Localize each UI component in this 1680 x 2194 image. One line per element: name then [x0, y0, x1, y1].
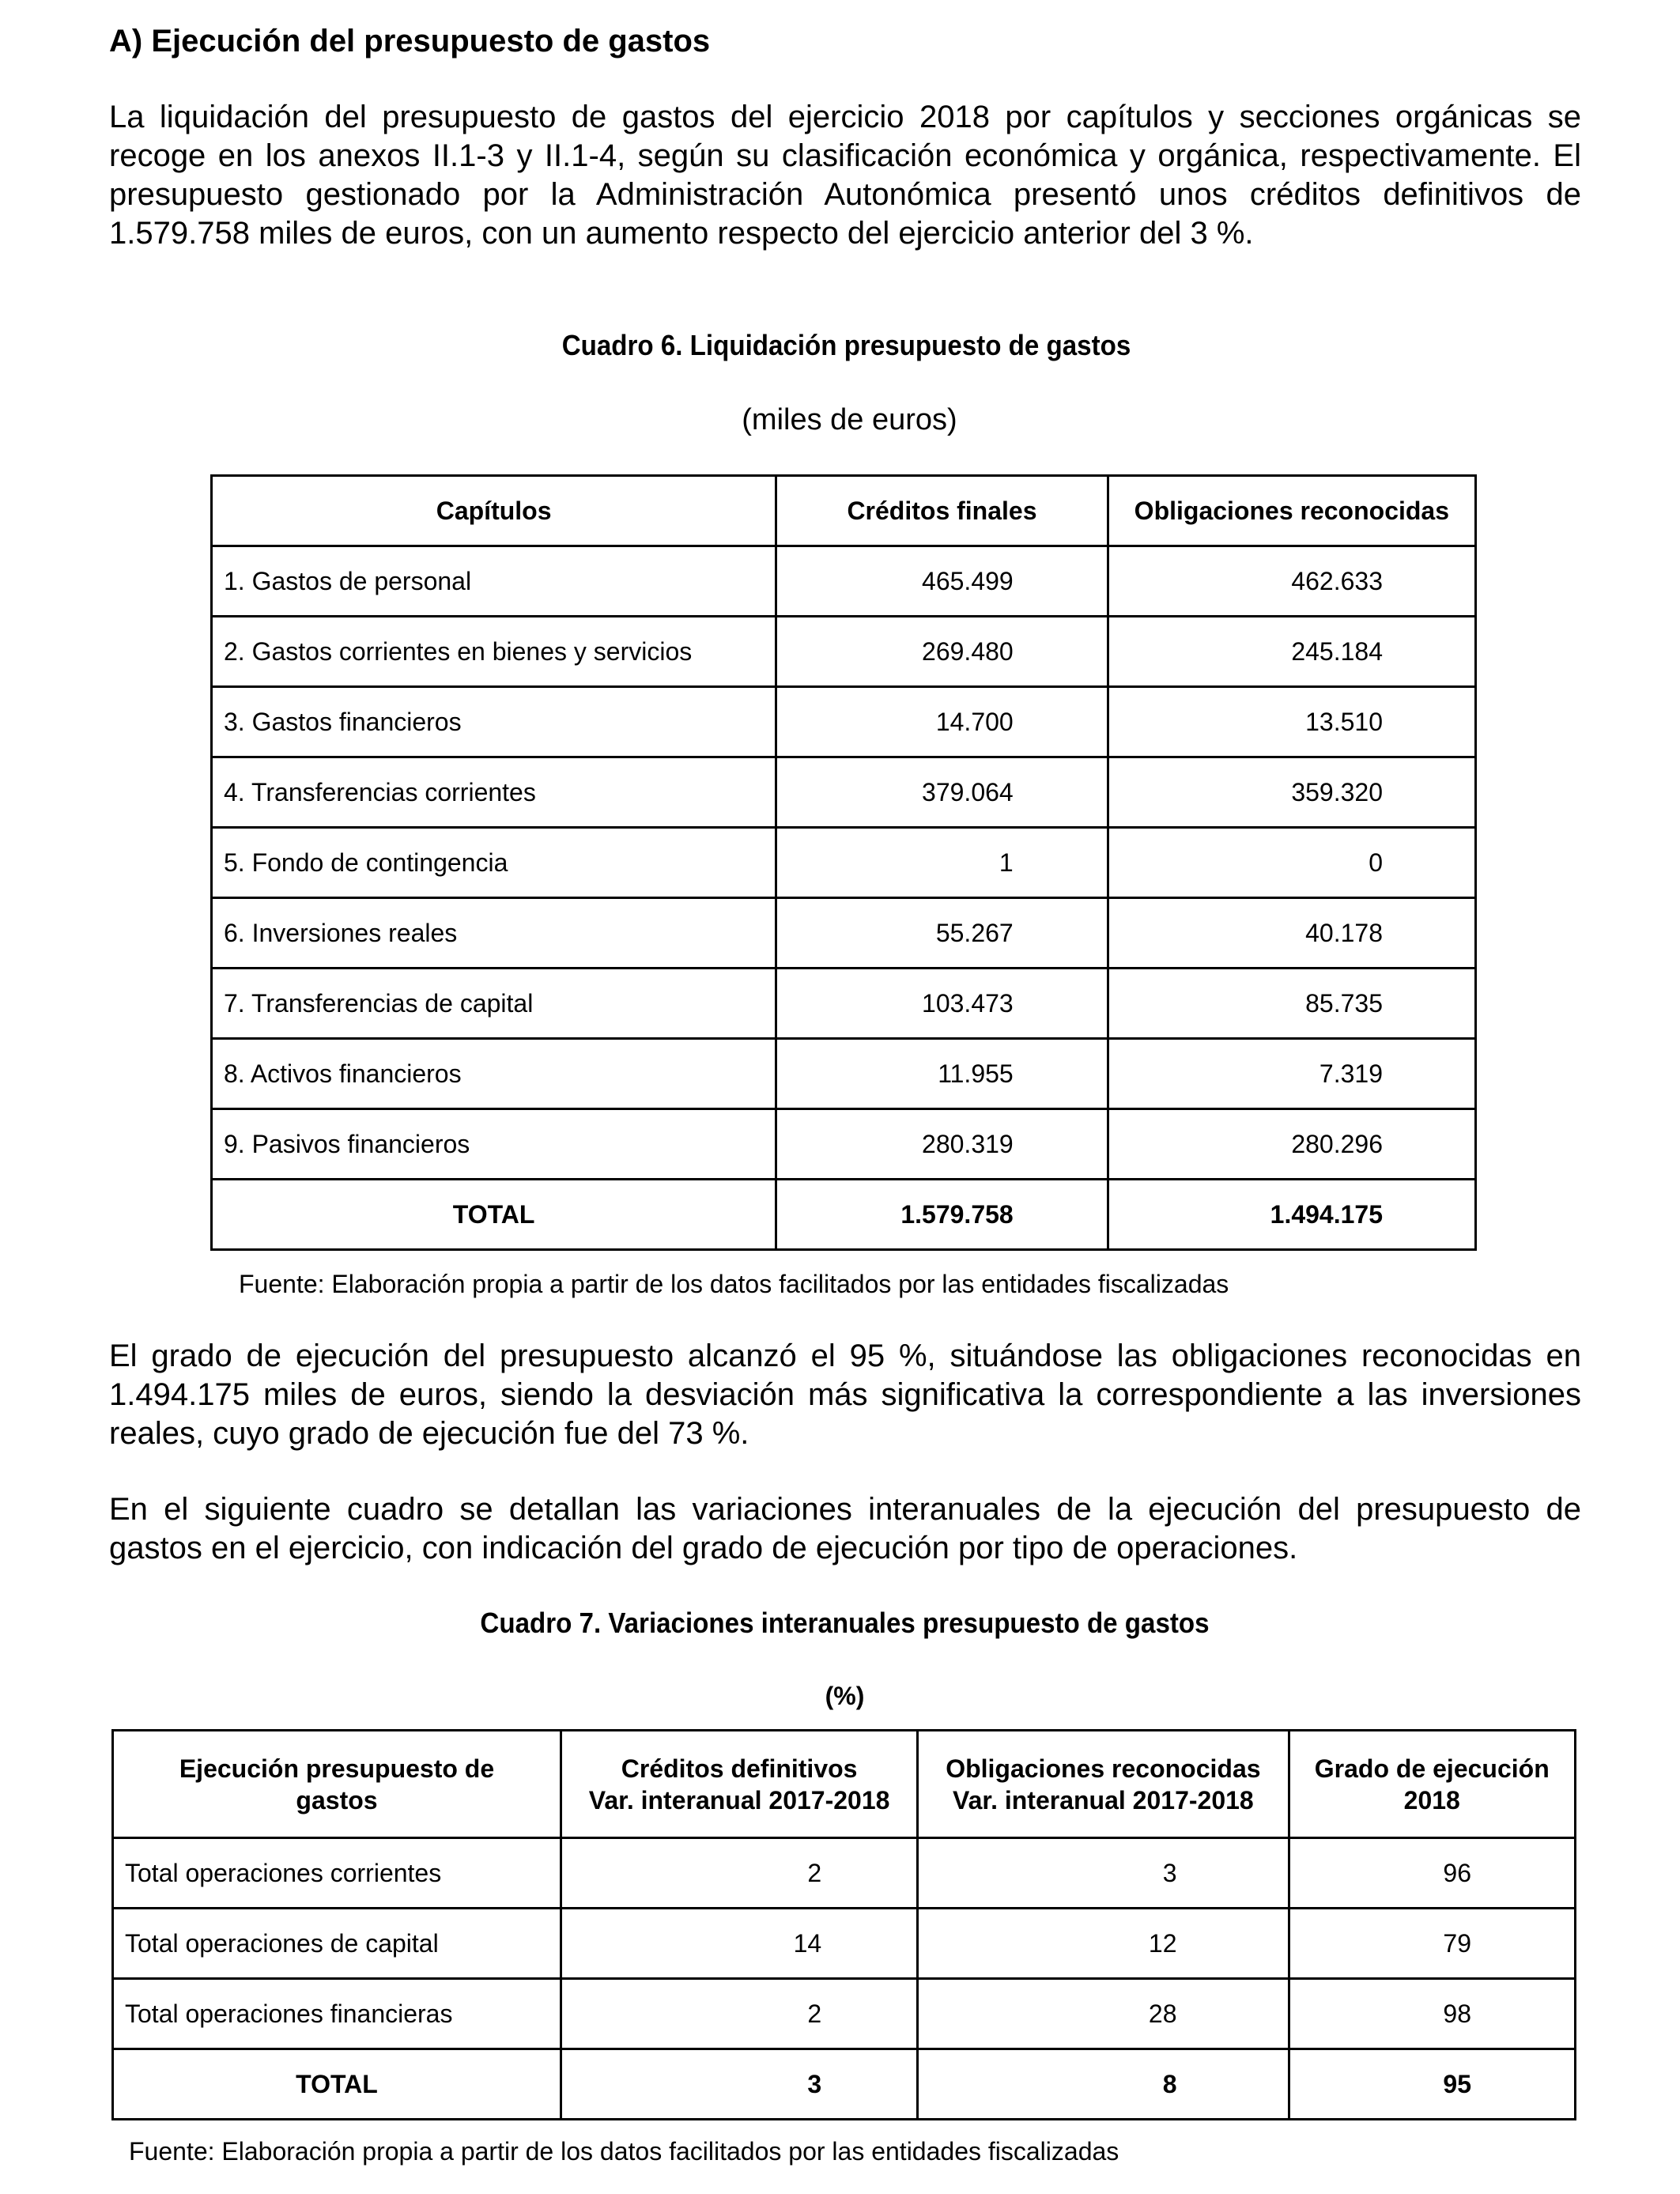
table-row — [212, 546, 1476, 617]
table6-unit: (miles de euros) — [742, 403, 957, 436]
header-line: Var. interanual 2017-2018 — [953, 1785, 1254, 1814]
obligaciones-var: 3 — [918, 1838, 1289, 1909]
header-creditos-definitivos — [561, 1731, 917, 1838]
creditos-var: 14 — [561, 1909, 917, 1979]
row-label: 9. Pasivos financieros — [212, 1109, 776, 1180]
header-line: Créditos definitivos — [621, 1754, 858, 1783]
creditos-value: 465.499 — [776, 546, 1108, 617]
header-line: Grado de ejecución — [1314, 1754, 1550, 1783]
budget-liquidation-table — [210, 474, 1477, 1251]
table7-source: Fuente: Elaboración propia a partir de los datos facilitados por las entidades fiscalizadas — [129, 2137, 1119, 2166]
row-label: 3. Gastos financieros — [212, 687, 776, 757]
variations-paragraph: En el siguiente cuadro se detallan las variaciones interanuales de la ejecución del presupuesto de gastos en el ejercicio, con indicación del grado de ejecución por tipo de operaciones. — [109, 1492, 1581, 1565]
header-grado-ejecucion — [1289, 1731, 1575, 1838]
creditos-value: 103.473 — [776, 969, 1108, 1039]
table-row — [212, 1039, 1476, 1109]
table-header-row — [113, 1731, 1576, 1838]
total-creditos: 1.579.758 — [776, 1180, 1108, 1250]
obligaciones-var: 12 — [918, 1909, 1289, 1979]
header-line: 2018 — [1403, 1785, 1460, 1814]
creditos-value: 55.267 — [776, 898, 1108, 969]
obligaciones-value: 85.735 — [1108, 969, 1475, 1039]
header-creditos-finales: Créditos finales — [776, 476, 1108, 546]
row-label: 7. Transferencias de capital — [212, 969, 776, 1039]
total-row — [212, 1180, 1476, 1250]
obligaciones-value: 7.319 — [1108, 1039, 1475, 1109]
row-label: 5. Fondo de contingencia — [212, 828, 776, 898]
obligaciones-value: 245.184 — [1108, 617, 1475, 687]
table-row — [212, 617, 1476, 687]
table-row — [212, 898, 1476, 969]
row-label: Total operaciones de capital — [113, 1909, 561, 1979]
table7-unit: (%) — [825, 1682, 865, 1710]
table6-title: Cuadro 6. Liquidación presupuesto de gastos — [561, 329, 1131, 361]
grado-ejecucion: 79 — [1289, 1909, 1575, 1979]
grado-ejecucion: 96 — [1289, 1838, 1575, 1909]
header-capitulos: Capítulos — [212, 476, 776, 546]
header-line: Obligaciones reconocidas — [946, 1754, 1261, 1783]
header-line: gastos — [296, 1785, 378, 1814]
total-obligaciones: 1.494.175 — [1108, 1180, 1475, 1250]
section-heading: A) Ejecución del presupuesto de gastos — [109, 24, 711, 59]
row-label: Total operaciones financieras — [113, 1979, 561, 2049]
obligaciones-value: 40.178 — [1108, 898, 1475, 969]
creditos-value: 379.064 — [776, 757, 1108, 828]
table-row — [212, 687, 1476, 757]
creditos-value: 14.700 — [776, 687, 1108, 757]
row-label: 2. Gastos corrientes en bienes y servicios — [212, 617, 776, 687]
total-label: TOTAL — [113, 2049, 561, 2120]
table-header-row — [212, 476, 1476, 546]
creditos-value: 280.319 — [776, 1109, 1108, 1180]
total-obligaciones-var: 8 — [918, 2049, 1289, 2120]
row-label: 8. Activos financieros — [212, 1039, 776, 1109]
obligaciones-var: 28 — [918, 1979, 1289, 2049]
header-ejecucion — [113, 1731, 561, 1838]
table-row — [212, 757, 1476, 828]
header-obligaciones-reconocidas: Obligaciones reconocidas — [1108, 476, 1475, 546]
interannual-variations-table — [111, 1729, 1576, 2120]
creditos-value: 11.955 — [776, 1039, 1108, 1109]
header-line: Var. interanual 2017-2018 — [588, 1785, 890, 1814]
total-label: TOTAL — [212, 1180, 776, 1250]
row-label: 1. Gastos de personal — [212, 546, 776, 617]
header-obligaciones-reconocidas — [918, 1731, 1289, 1838]
total-creditos-var: 3 — [561, 2049, 917, 2120]
obligaciones-value: 462.633 — [1108, 546, 1475, 617]
table-row — [212, 1109, 1476, 1180]
table-row — [212, 828, 1476, 898]
table-row — [113, 1909, 1576, 1979]
creditos-var: 2 — [561, 1838, 917, 1909]
header-line: Ejecución presupuesto de — [179, 1754, 495, 1783]
obligaciones-value: 13.510 — [1108, 687, 1475, 757]
table6-source: Fuente: Elaboración propia a partir de los datos facilitados por las entidades fiscalizadas — [239, 1270, 1229, 1298]
row-label: 6. Inversiones reales — [212, 898, 776, 969]
total-row — [113, 2049, 1576, 2120]
creditos-var: 2 — [561, 1979, 917, 2049]
intro-paragraph: La liquidación del presupuesto de gastos del ejercicio 2018 por capítulos y secciones orgánicas se recoge en los anexos II.1-3 y II.1-4, según su clasificación económica y orgánica, respectivamente. El presupuesto gestionado por la Administración Autonómica presentó unos créditos definitivos de 1.579.758 miles de euros, con un aumento respecto del ejercicio anterior del 3 %. — [109, 100, 1581, 251]
table-row — [212, 969, 1476, 1039]
total-grado-ejecucion: 95 — [1289, 2049, 1575, 2120]
table-row — [113, 1838, 1576, 1909]
creditos-value: 1 — [776, 828, 1108, 898]
table7-title: Cuadro 7. Variaciones interanuales presupuesto de gastos — [480, 1607, 1210, 1639]
row-label: Total operaciones corrientes — [113, 1838, 561, 1909]
obligaciones-value: 359.320 — [1108, 757, 1475, 828]
table-row — [113, 1979, 1576, 2049]
grado-ejecucion: 98 — [1289, 1979, 1575, 2049]
obligaciones-value: 280.296 — [1108, 1109, 1475, 1180]
creditos-value: 269.480 — [776, 617, 1108, 687]
execution-paragraph: El grado de ejecución del presupuesto alcanzó el 95 %, situándose las obligaciones reconocidas en 1.494.175 miles de euros, siendo la desviación más significativa la correspondiente a las inversiones reales, cuyo grado de ejecución fue del 73 %. — [109, 1339, 1581, 1451]
row-label: 4. Transferencias corrientes — [212, 757, 776, 828]
obligaciones-value: 0 — [1108, 828, 1475, 898]
